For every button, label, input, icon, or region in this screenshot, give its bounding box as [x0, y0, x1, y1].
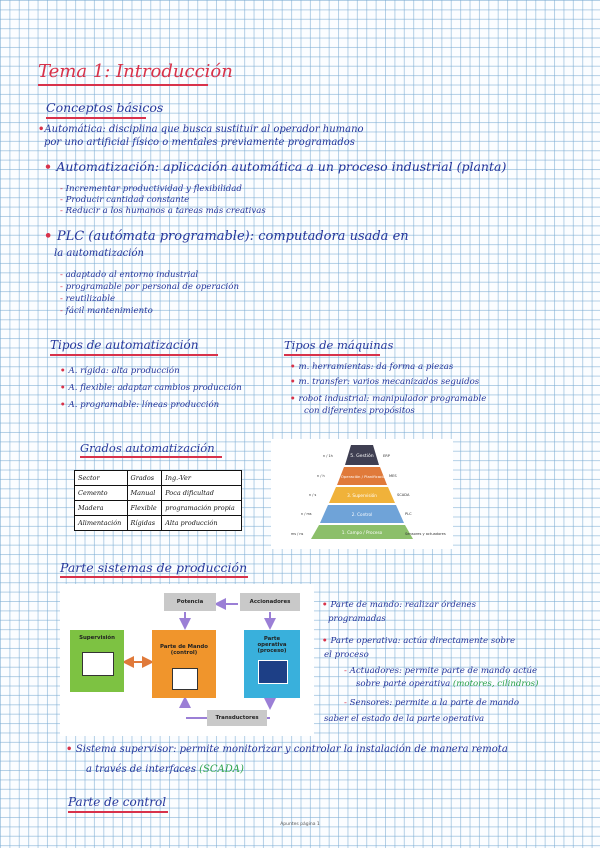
supervisor-definition: • Sistema supervisor: permite monitorizar y controlar la instalación de manera remota: [66, 744, 508, 755]
heading-underline: [284, 354, 380, 356]
pyramid-left-tag: n / h: [317, 474, 325, 478]
parte-operativa-label: Parte operativa (proceso): [257, 636, 287, 654]
supervision-box: [70, 630, 124, 692]
production-system-diagram: [60, 584, 314, 736]
section-heading-sistemas: Parte sistemas de producción: [60, 560, 248, 575]
computer-icon: [82, 652, 114, 676]
note-parte-mando-cont: programadas: [328, 614, 386, 624]
pyramid-left-tag: n / ms: [301, 512, 312, 516]
list-item: - reutilizable: [60, 294, 116, 304]
list-item-cont: con diferentes propósitos: [304, 406, 415, 416]
parte-operativa-box: [244, 630, 300, 698]
grados-table: [74, 470, 242, 531]
section-heading-tipos-automatizacion: Tipos de automatización: [50, 338, 199, 352]
note-parte-operativa: • Parte operativa: actúa directamente sobre: [322, 636, 516, 646]
plc-definition: • PLC (autómata programable): computadora usada en: [44, 229, 409, 244]
pyramid-label: 2. Control: [351, 512, 373, 517]
list-item: • A. rígida: alta producción: [60, 366, 180, 376]
heading-underline: [80, 456, 222, 458]
list-item: • A. flexible: adaptar cambios producción: [60, 383, 242, 393]
machine-icon: [258, 660, 288, 684]
automatizacion-definition: • Automatización: aplicación automática a un proceso industrial (planta): [44, 159, 507, 174]
list-item: - Reducir a los humanos a tareas más creativas: [60, 206, 266, 216]
list-item: • A. programable: líneas producción: [60, 400, 220, 410]
pyramid-label: 3. Supervisión: [347, 493, 377, 498]
list-item: - Producir cantidad constante: [60, 195, 190, 205]
pyramid-tag: Sensores y actuadores: [405, 532, 446, 536]
transductores-box: Transductores: [207, 710, 267, 726]
automatica-definition: •Automática: disciplina que busca sustituir al operador humano: [38, 124, 364, 135]
note-actuadores-cont: sobre parte operativa (motores, cilindros): [356, 679, 539, 689]
parte-mando-label: Parte de Mando (control): [159, 644, 208, 656]
heading-underline: [46, 117, 146, 119]
pyramid-label: 4. Operación / Planificación: [336, 474, 388, 479]
list-item: - adaptado al entorno industrial: [60, 270, 199, 280]
supervision-label: Supervisión: [79, 635, 115, 641]
table-row: Cemento Manual Poca dificultad: [75, 486, 242, 501]
potencia-box: Potencia: [164, 593, 216, 611]
section-heading-tipos-maquinas: Tipos de máquinas: [284, 338, 394, 352]
list-item: • m. transfer: varios mecanizados seguidos: [290, 377, 480, 387]
pyramid-left-tag: ms / ns: [291, 532, 304, 536]
plc-definition-cont: la automatización: [54, 248, 144, 259]
note-parte-operativa-cont: el proceso: [324, 650, 369, 660]
note-parte-mando: • Parte de mando: realizar órdenes: [322, 600, 477, 610]
section-heading-control: Parte de control: [68, 795, 167, 809]
supervisor-definition-cont: a través de interfaces (SCADA): [86, 764, 244, 775]
section-heading-conceptos: Conceptos básicos: [46, 100, 164, 115]
list-item: - programable por personal de operación: [60, 282, 240, 292]
heading-underline: [60, 576, 248, 578]
list-item: - Incrementar productividad y flexibilidad: [60, 184, 242, 194]
automation-pyramid: [271, 439, 453, 549]
parte-mando-box: [152, 630, 216, 698]
title-underline: [38, 84, 208, 86]
list-item: • m. herramientas: da forma a piezas: [290, 362, 454, 372]
page-title: Tema 1: Introducción: [38, 61, 233, 82]
page-footer: Apuntes página 1: [280, 822, 320, 827]
pyramid-tag: SCADA: [397, 493, 410, 497]
pyramid-left-tag: n / 1h: [323, 454, 333, 458]
list-item: - fácil mantenimiento: [60, 306, 153, 316]
note-actuadores: - Actuadores: permite parte de mando actúe: [344, 666, 538, 676]
pyramid-label: 1. Campo / Proceso: [341, 530, 383, 535]
automatica-definition-cont: por uno artificial físico o mentales previamente programados: [44, 137, 355, 148]
pyramid-tag: ERP: [383, 454, 390, 458]
pyramid-tag: PLC: [405, 512, 412, 516]
table-row: Alimentación Rígidas Alta producción: [75, 516, 242, 531]
accionadores-box: Accionadores: [240, 593, 300, 611]
note-sensores: - Sensores: permite a la parte de mando: [344, 698, 520, 708]
list-item: • robot industrial: manipulador programable: [290, 394, 487, 404]
pyramid-label: 5. Gestión: [350, 454, 374, 459]
heading-underline: [50, 354, 218, 356]
plc-icon: [172, 668, 198, 690]
note-sensores-cont: saber el estado de la parte operativa: [324, 714, 485, 724]
pyramid-left-tag: n / s: [309, 493, 317, 497]
table-row: Madera Flexible programación propia: [75, 501, 242, 516]
pyramid-tag: MES: [389, 474, 397, 478]
heading-underline: [68, 811, 168, 813]
section-heading-grados: Grados automatización: [80, 441, 215, 455]
table-row: Sector Grados Ing.-Ver: [75, 471, 242, 486]
